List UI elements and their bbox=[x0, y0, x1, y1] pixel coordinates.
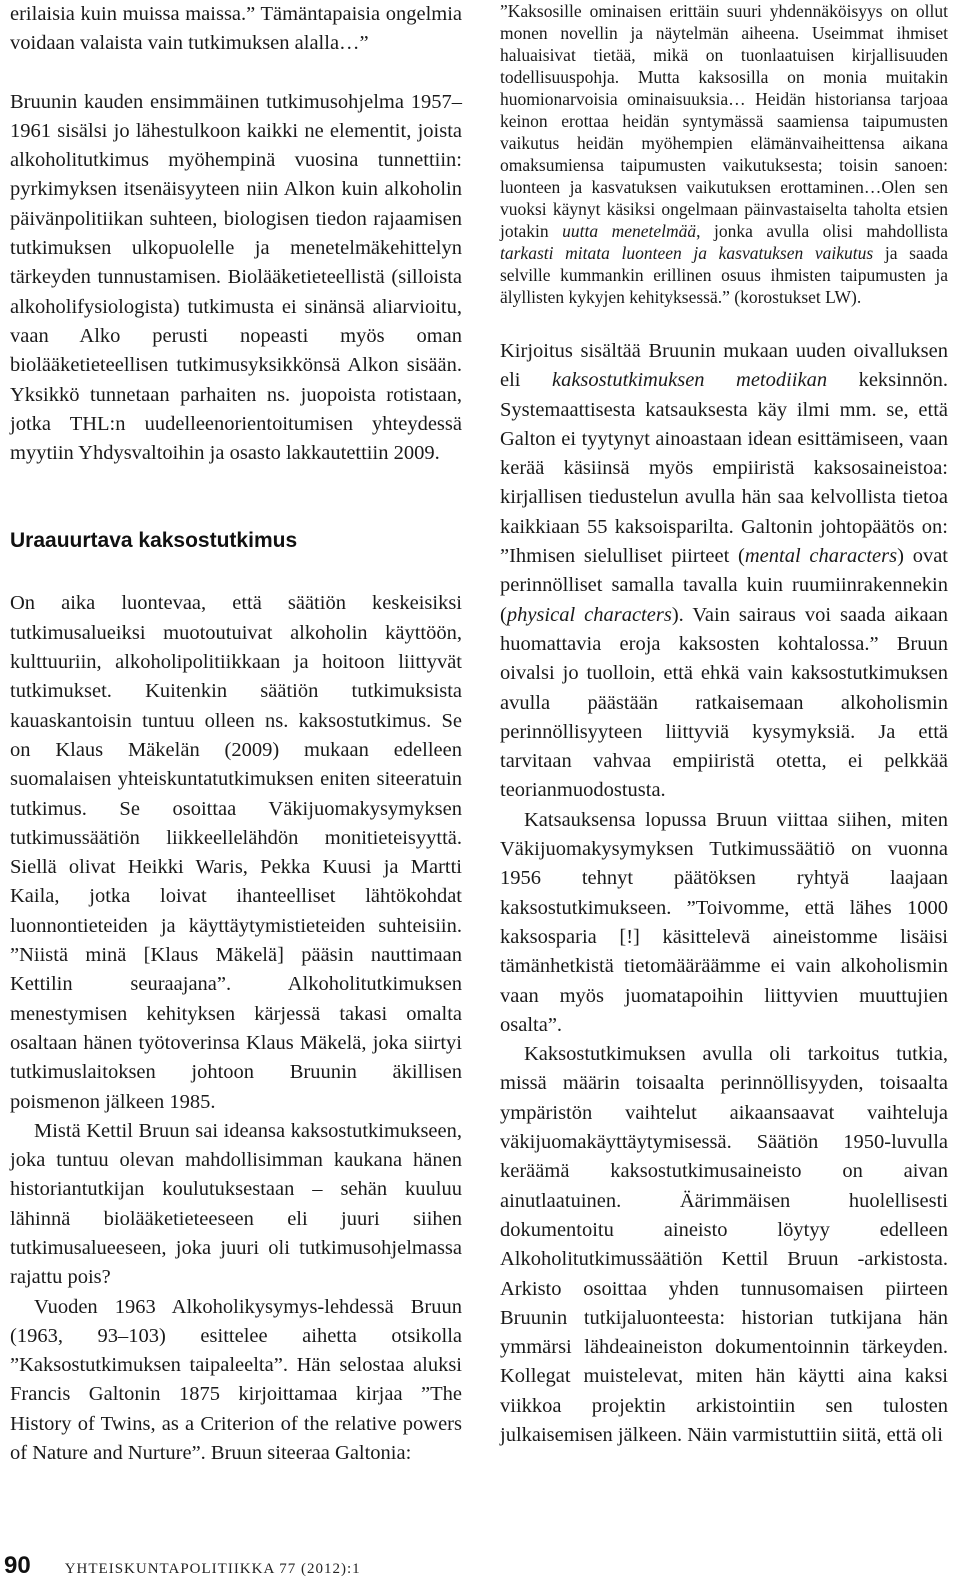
quote-text: ”Kaksosille ominaisen erittäin suuri yhdennäköisyys on ollut monen novellin ja näytelmän aiheena. Useimmat ihmiset haluaisivat tietää, mikä on tuonlaatuisen kirjallisuuden todellisuuspohja. Mutta kaksosilla on monia muitakin huomionarvoisia ominaisuuksia… Heidän historiansa tarjoaa keinon erottaa heidän syntymässä saamiensa taipumusten vaikutus heidän myöhempien elämänvaiheittensa aikana omaksumiensa taipumusten vaikutuksesta; toisin sanoen: luonteen ja kasvatuksen vaikutuksen erottaminen…Olen sen vuoksi käynyt käsiksi ongelmaan päinvastaiselta taholta etsien jotakin uutta menetelmää, jonka avulla olisi mahdollista tarkasti mitata luonteen ja kasvatuksen vaikutus ja saada selville kummankin erillinen osuus ihmisten taipumusten ja älyllisten kykyjen kehityksessä.” (korostukset LW). bbox=[500, 1, 948, 307]
paragraph-bruun-kausi: Bruunin kauden ensimmäinen tutkimusohjelma 1957–1961 sisälsi jo lähestulkoon kaikki ne elementit, joista alkoholitutkimus myöhempinä vuosina tunnettiin: pyrkimyksen itsenäisyyteen niin Alkon kuin alkoholin päivänpolitiikan suhteen, biologisen tiedon rajaamisen tutkimuksen ulkopuolelle ja menetelmäkehittelyn tärkeyden tunnustamisen. Biolääketieteellistä (silloista alkoholifysiologista) tutkimusta ei sinänsä aliarvioitu, vaan Alko perusti nopeasti myös oman biolääketieteellisen tutkimusyksikkönsä Alkon sisään. Yksikkö tunnetaan parhaiten ns. juopoista rotistaan, jotka THL:n uudelleenorientoitumisen yhteydessä myytiin Yhdysvaltoihin ja osasto lakkautettiin 2009. bbox=[10, 90, 462, 465]
paragraph-intro: erilaisia kuin muissa maissa.” Tämäntapaisia ongelmia voidaan valaista vain tutkimuksen alalla…” bbox=[10, 3, 462, 55]
paragraph-kaksostutkimuksen: Kaksostutkimuksen avulla oli tarkoitus tutkia, missä määrin toisaalta perinnöllisyyden, toisaalta ympäristön vaihtelut aikaansaavat vaihteluja väkijuomakäyttäytymisessä. Säätiön 1950-luvulla keräämä kaksostutkimusaineisto on aivan ainutlaatuinen. Äärimmäisen huolellisesti dokumentoitu aineisto löytyy edelleen Alkoholitutkimussäätiön Kettil Bruun -arkistosta. Arkisto osoittaa yhden tunnusomaisen piirteen Bruunin tutkijaluonteesta: historian tutkijana hän ymmärsi lähdeaineiston dokumentoinnin tärkeyden. Kollegat muistelevat, miten hän käytti aina kaksi viikkoa projektin arkistointiin sen tulosten julkaisemisen jälkeen. Näin varmistuttiin siitä, että oli bbox=[500, 1043, 948, 1446]
page-footer bbox=[4, 1552, 484, 1586]
page-number: 90 bbox=[4, 1552, 31, 1579]
section-heading: Uraauurtava kaksostutkimus bbox=[10, 529, 298, 553]
galton-quote bbox=[500, 0, 948, 308]
left-column bbox=[10, 0, 462, 1468]
paragraph-vuoden: Vuoden 1963 Alkoholikysymys-lehdessä Bruun (1963, 93–103) esittelee aihetta otsikolla ”Kaksostutkimuksen taipaleelta”. Hän selostaa aluksi Francis Galtonin 1875 kirjoittamaa kirjaa ”The History of Twins, as a Criterion of the relative powers of Nature and Nurture”. Bruun siteeraa Galtonia: bbox=[10, 1295, 462, 1465]
right-column bbox=[500, 0, 948, 1450]
paragraph-katsauksensa: Katsauksensa lopussa Bruun viittaa siihen, miten Väkijuomakysymyksen Tutkimussäätiö on vuonna 1956 tehnyt päätöksen ryhtyä laajaan kaksostutkimukseen. ”Toivomme, että lähes 1000 kaksosparia [!] käsittelevä aineistomme lisäisi tämänhetkistä tietomääräämme ei vain alkoholismin vaan myös juomatapoihin liittyvien muuttujien osalta”. bbox=[500, 808, 948, 1036]
paragraph-mista: Mistä Kettil Bruun sai ideansa kaksostutkimukseen, joka tuntuu olevan mahdollisimman kaukana hänen historiantutkijan koulutuksestaan – sehän kuuluu lähinnä biolääketieteeseen eli juuri siihen tutkimusalueeseen, joka juuri oli tutkimusohjelmassa rajattu pois? bbox=[10, 1119, 462, 1289]
paragraph-kirjoitus: Kirjoitus sisältää Bruunin mukaan uuden oivalluksen eli kaksostutkimuksen metodiikan keksinnön. Systemaattisesta katsauksesta käy ilmi mm. se, että Galton ei tyytynyt ainoastaan idean esittämiseen, vaan kerää käsiinsä myös empiiristä kaksosaineistoa: kirjallisen tiedustelun avulla hän saa kelvollista tietoa kaikkiaan 55 kaksoisparilta. Galtonin johtopäätös on: ”Ihmisen sielulliset piirteet (mental characters) ovat perinnölliset samalla tavalla kuin ruumiinrakennekin (physical characters). Vain sairaus voi saada aikaan huomattavia eroja kaksosten kohtalossa.” Bruun oivalsi jo tuolloin, että ehkä vain kaksostutkimuksen avulla päästään ratkaisemaan alkoholismin perinnöllisyyteen liittyviä kysymyksiä. Ja että tarvitaan vahvaa empiiristä otetta, ei pelkkää teorianmuodostusta. bbox=[500, 340, 949, 802]
paragraph-luontevaa: On aika luontevaa, että säätiön keskeisiksi tutkimusalueiksi muotoutuivat alkoholin käyttöön, kulttuuriin, alkoholipolitiikkaan ja hoitoon liittyvät tutkimukset. Kuitenkin säätiön tutkimuksista kauaskantoisin tuntuu olleen ns. kaksostutkimus. Se on Klaus Mäkelän (2009) mukaan edelleen suomalaisen yhteiskuntatutkimuksen eniten siteeratuin tutkimus. Se osoittaa Väkijuomakysymyksen tutkimussäätiön liikkeellelähdön monitieteisyyttä. Siellä olivat Heikki Waris, Pekka Kuusi ja Martti Kaila, jotka loivat ihanteelliset lähtökohdat luonnontieteiden ja käyttäytymistieteiden suhteisiin. ”Niistä minä [Klaus Mäkelä] pääsin nauttimaan Kettilin seuraajana”. Alkoholitutkimuksen menestymisen kehityksen kärjessä takasi omalta osaltaan hänen työtoverinsa Klaus Mäkelä, joka siirtyi tutkimuslaitoksen johtoon Bruunin äkillisen poismenon jälkeen 1985. bbox=[10, 592, 462, 1113]
journal-title: YHTEISKUNTAPOLITIIKKA 77 (2012):1 bbox=[64, 1561, 361, 1577]
